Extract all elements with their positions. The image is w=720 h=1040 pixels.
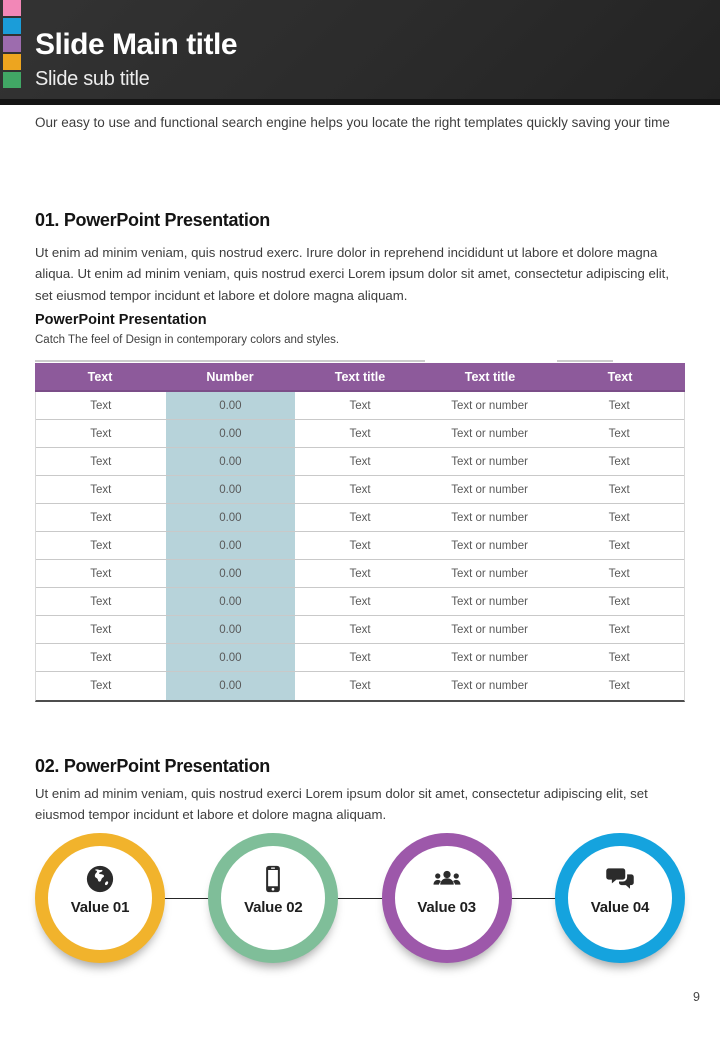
value-circle: [382, 833, 512, 963]
value-item-2: [208, 833, 338, 963]
table-cell: 0.00: [166, 476, 296, 503]
table-cell: Text: [608, 427, 630, 440]
table-row: [36, 504, 684, 532]
table-cell: Text or number: [451, 511, 528, 524]
people-icon: [432, 864, 462, 894]
value-circle: [208, 833, 338, 963]
table-cell: Text: [349, 511, 371, 524]
table-cell: Text: [608, 399, 630, 412]
table-cell: Text or number: [451, 595, 528, 608]
table-cell: Text: [608, 483, 630, 496]
table-cell: Text: [90, 399, 112, 412]
table-cell: Text: [90, 623, 112, 636]
table-cell: Text: [349, 483, 371, 496]
table-row: [36, 532, 684, 560]
table-cell: Text or number: [451, 623, 528, 636]
table-row: [36, 616, 684, 644]
section2-body: Ut enim ad minim veniam, quis nostrud exerci Lorem ipsum dolor sit amet, consectetur adipiscing elit, set eiusmod tempor incidunt et labore et dolore magna aliquam.: [35, 786, 648, 823]
table-cell: Text: [608, 567, 630, 580]
slide-main-title: Slide Main title: [35, 28, 238, 61]
table-cell: 0.00: [166, 560, 296, 587]
table-cell: Text: [90, 595, 112, 608]
globe-icon: [85, 864, 115, 894]
table-cell: Text or number: [451, 455, 528, 468]
value-label: Value 02: [244, 899, 303, 916]
table-row: [36, 420, 684, 448]
table-column-header: Text title: [464, 369, 516, 384]
table-cell: Text: [608, 539, 630, 552]
header-tab-3: [3, 36, 21, 52]
table-cell: Text: [608, 623, 630, 636]
table-cell: Text or number: [451, 680, 528, 692]
table-cell: Text: [608, 455, 630, 468]
table-cell: Text or number: [451, 427, 528, 440]
section1-subheading: PowerPoint Presentation: [35, 312, 207, 328]
data-table: [35, 363, 685, 702]
table-cell: Text: [90, 680, 112, 692]
table-cell: Text: [349, 455, 371, 468]
table-cell: Text: [90, 511, 112, 524]
table-cell: Text: [349, 623, 371, 636]
slide-header: [0, 0, 720, 105]
table-cell: 0.00: [166, 644, 296, 671]
header-tab-1: [3, 0, 21, 16]
value-circle: [555, 833, 685, 963]
value-label: Value 04: [590, 899, 650, 916]
value-label: Value 03: [417, 899, 476, 916]
header-tab-5: [3, 72, 21, 88]
table-cell: Text: [349, 427, 371, 440]
value-item-4: [555, 833, 685, 963]
table-cell: 0.00: [166, 616, 296, 643]
table-cell: 0.00: [166, 392, 296, 419]
table-column-header: Text: [607, 369, 633, 384]
value-circles-section: [35, 833, 685, 965]
header-tab-2: [3, 18, 21, 34]
table-cell: Text: [90, 651, 112, 664]
intro-paragraph: Our easy to use and functional search engine helps you locate the right templates quickly saving your time: [35, 115, 670, 130]
chat-icon: [605, 864, 635, 894]
table-column-header: Text title: [334, 369, 386, 384]
table-cell: 0.00: [166, 504, 296, 531]
value-circle: [35, 833, 165, 963]
table-cell: Text or number: [451, 399, 528, 412]
header-tab-4: [3, 54, 21, 70]
header-tab-stack: [3, 0, 21, 90]
table-top-line-segment: [35, 360, 425, 362]
value-circles: [35, 833, 685, 965]
table-row: [36, 476, 684, 504]
table-row: [36, 644, 684, 672]
value-label: Value 01: [70, 899, 130, 916]
table-cell: Text: [90, 483, 112, 496]
value-item-3: [382, 833, 512, 963]
table-cell: Text: [608, 595, 630, 608]
table-cell: Text: [90, 455, 112, 468]
table-cell: Text: [90, 567, 112, 580]
table-cell: Text or number: [451, 567, 528, 580]
table-cell: 0.00: [166, 588, 296, 615]
table-cell: Text: [349, 567, 371, 580]
table-body: [35, 392, 685, 702]
table-cell: Text: [349, 539, 371, 552]
table-cell: Text: [349, 651, 371, 664]
table-column-header: Number: [206, 369, 254, 384]
table-cell: 0.00: [166, 532, 296, 559]
section1-heading: 01. PowerPoint Presentation: [35, 210, 270, 230]
table-cell: 0.00: [166, 448, 296, 475]
table-cell: Text or number: [451, 483, 528, 496]
table-row: [36, 560, 684, 588]
table-cell: Text or number: [451, 539, 528, 552]
table-cell: Text: [608, 680, 630, 692]
table-column-header: Text: [87, 369, 113, 384]
table-row: [36, 672, 684, 700]
table-top-line-segment: [557, 360, 613, 362]
table-cell: Text: [90, 539, 112, 552]
section2-heading: 02. PowerPoint Presentation: [35, 756, 270, 776]
table-cell: 0.00: [166, 672, 296, 700]
table-cell: Text: [608, 511, 630, 524]
table-cell: Text: [349, 680, 371, 692]
table-cell: Text: [608, 651, 630, 664]
table-row: [36, 588, 684, 616]
table-row: [36, 448, 684, 476]
table-header-row: [35, 363, 685, 392]
value-item-1: [35, 833, 165, 963]
table-cell: 0.00: [166, 420, 296, 447]
section1-caption: Catch The feel of Design in contemporary colors and styles.: [35, 334, 340, 346]
table-row: [36, 392, 684, 420]
slide-sub-title: Slide sub title: [35, 68, 150, 90]
page-number: 9: [693, 990, 700, 1004]
section1-body: Ut enim ad minim veniam, quis nostrud exerc. Irure dolor in reprehend incididunt ut labore et dolore magna aliqua. Ut enim ad minim veniam, quis nostrud exerci Lorem ipsum dolor sit amet, consectetur adipiscing elit, set eiusmod tempor incidunt et labore et dolore magna aliquam.: [35, 245, 670, 303]
table-cell: Text: [349, 399, 371, 412]
table-cell: Text: [349, 595, 371, 608]
table-cell: Text: [90, 427, 112, 440]
table-cell: Text or number: [451, 651, 528, 664]
smartphone-icon: [258, 864, 288, 894]
